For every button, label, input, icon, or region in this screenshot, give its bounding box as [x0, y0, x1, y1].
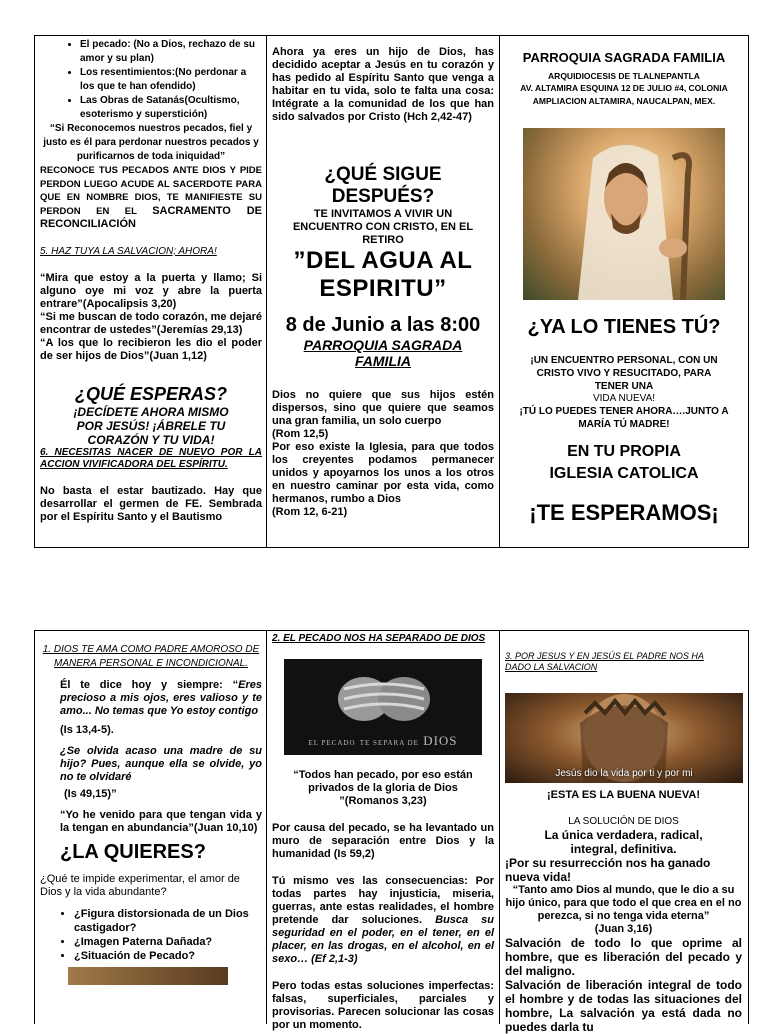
ya-lo-tienes-title: ¿YA LO TIENES TÚ?: [527, 316, 721, 338]
que-esperas-title: ¿QUÉ ESPERAS?: [74, 383, 228, 404]
invitation-text: TE INVITAMOS A VIVIR UN ENCUENTRO CON CRISTO, EN EL RETIRO: [292, 208, 474, 246]
scripture-ref: (Rom 12,5): [272, 428, 329, 440]
que-sigue-title: ¿QUÉ SIGUE DESPUÉS?: [324, 164, 442, 207]
consequences-text-body: Tú mismo ves las consecuencias: Por todas partes hay injusticia, miseria, guerras, ante estas realidades, el hombre pretende dar soluciones.: [272, 875, 494, 926]
parish-address: AV. ALTAMIRA ESQUINA 12 DE JULIO #4, COLONIA AMPLIACION ALTAMIRA, NAUCALPAN, MEX.: [520, 83, 728, 106]
family-text: Dios no quiere que sus hijos estén dispersos, sino que quiere que seamos una gran familia, un solo cuerpo: [272, 389, 494, 427]
own-church-text: EN TU PROPIA IGLESIA CATOLICA: [549, 443, 699, 482]
precious-quote-text: Eres precioso a mis ojos, eres valioso y te amo... No temas que Yo estoy contigo: [60, 679, 262, 717]
top-column-3: [500, 36, 748, 547]
sin-image-caption: [284, 733, 482, 749]
list-item: • El pecado: (No a Dios, rechazo de su amor y su plan): [80, 38, 262, 66]
section-3-heading: 3. POR JESUS Y EN JESÚS EL PADRE NOS HA DADO LA SALVACION: [505, 651, 704, 672]
retreat-name: ”DEL AGUA AL ESPIRITU”: [293, 247, 473, 302]
scripture-quote: “A los que lo recibieron les dio el poder de ser hijos de Dios”(Juan 1,12): [40, 336, 262, 362]
section-6-heading: 6. NECESITAS NACER DE NUEVO POR LA ACCION VIVIFICADORA DEL ESPÍRITU.: [40, 446, 262, 470]
bottom-sheet: [34, 630, 749, 1034]
sin-cause-text: Por causa del pecado, se ha levantado un muro de separación entre Dios y la humanidad (Is 59,2): [272, 822, 494, 860]
section-5-heading: 5. HAZ TUYA LA SALVACION; AHORA!: [40, 245, 217, 257]
list-item: • Las Obras de Satanás(Ocultismo, esoterismo y superstición): [80, 94, 262, 122]
solution-description: La única verdadera, radical, integral, definitiva.: [544, 828, 703, 856]
scripture-quote: “Si me buscan de todo corazón, me dejaré encontrar de ustedes”(Jeremías 29,13): [40, 310, 262, 336]
precious-quote-lead: Él te dice hoy y siempre: “: [60, 679, 239, 691]
with-mary-text: ¡TÚ LO PUEDES TENER AHORA….JUNTO A MARÍA TÚ MADRE!: [519, 406, 729, 430]
top-column-1: [35, 36, 267, 547]
baptism-text: No basta el estar bautizado. Hay que desarrollar el germen de FE. Sembrada por el Espíritu Santo y el Bautismo: [40, 484, 262, 523]
list-item: • Los resentimientos:(No perdonar a los que te han ofendido): [80, 66, 262, 94]
bottom-column-3: [500, 631, 748, 1034]
scripture-ref: (Is 49,15)”: [64, 788, 117, 800]
scripture-ref: (Is 13,4-5).: [60, 724, 114, 736]
bottom-column-1: [35, 631, 267, 1024]
seeking-text: Busca su seguridad en el poder, en el tener, en el placer, en las drogas, en el alcohol, en el sexo… (Ef 2,1-3): [272, 914, 494, 965]
obstacle-list: [40, 907, 262, 963]
good-news-text: ¡ESTA ES LA BUENA NUEVA!: [547, 789, 700, 801]
top-column-2: [267, 36, 500, 547]
abundant-life-quote: “Yo he venido para que tengan vida y la tengan en abundancia”(Juan 10,10): [60, 809, 262, 834]
confession-text-body: RECONOCE TUS PECADOS ANTE DIOS Y PIDE PERDON LUEGO ACUDE AL SACERDOTE PARA QUE EN NOMBRE DIOS, TE MANIFIESTE SU PERDON EN EL: [40, 165, 262, 217]
scripture-ref: (Rom 12, 6-21): [272, 506, 348, 518]
gods-solution-heading: LA SOLUCIÓN DE DIOS: [568, 816, 679, 827]
john-quote: “Tanto amo Dios al mundo, que le dio a su hijo único, para que todo el que crea en el no perezca, si no tenga vida eterna”: [505, 884, 742, 922]
sacrament-name: SACRAMENTO DE RECONCILIACIÓN: [40, 204, 262, 230]
obstacles-list: [40, 38, 262, 122]
sin-image-dios: DIOS: [423, 733, 458, 748]
decide-text: ¡DECÍDETE AHORA MISMO POR JESÚS! ¡ÁBRELE TU CORAZÓN Y TU VIDA!: [73, 404, 229, 447]
we-await-text: ¡TE ESPERAMOS¡: [529, 500, 719, 525]
sin-image: [284, 659, 482, 755]
section-1-heading: [40, 643, 262, 671]
confession-text: [40, 164, 262, 232]
church-text: Por eso existe la Iglesia, para que todos los creyentes podamos permanecer unidos y apoyarnos los unos a los otros en nuestro caminar por esta vida, como hermanos, rumbo a Dios: [272, 441, 494, 505]
list-item: • ¿Imagen Paterna Dañada?: [74, 935, 262, 949]
jesus-crown-image: [505, 693, 743, 783]
jesus-shepherd-illustration: [523, 128, 725, 300]
list-item: • ¿Situación de Pecado?: [74, 949, 262, 963]
jesus-image-caption: Jesús dio la vida por ti y por mi: [555, 768, 693, 779]
jesus-shepherd-image: [523, 128, 725, 300]
encounter-text: ¡UN ENCUENTRO PERSONAL, CON UN CRISTO VIVO Y RESUCITADO, PARA TENER UNA: [530, 355, 718, 392]
parish-title: PARROQUIA SAGRADA FAMILIA: [522, 50, 726, 65]
section-1-heading-text: 1. DIOS TE AMA COMO PADRE AMOROSO DE MANERA PERSONAL E INCONDICIONAL: [42, 644, 260, 669]
la-quieres-title: ¿LA QUIERES?: [60, 841, 206, 863]
resurrection-text: ¡Por su resurrección nos ha ganado nueva vida!: [505, 856, 711, 884]
scripture-quote: “Mira que estoy a la puerta y llamo; Si alguno oye mi voz y abre la puerta entrare”(Apocalipsis 3,20): [40, 271, 262, 310]
imperfect-solutions-text: Pero todas estas soluciones imperfectas: falsas, superficiales, parciales y provisorias. Parecen solucionar las cosas por un momento.: [272, 980, 494, 1031]
top-sheet: [34, 35, 749, 548]
parish-name: PARROQUIA SAGRADA FAMILIA: [303, 337, 463, 369]
sin-image-sub: TE SEPARA DE: [359, 739, 419, 747]
retreat-date: 8 de Junio a las 8:00: [285, 314, 481, 336]
consequences-text: [272, 875, 494, 966]
bottom-column-2: [267, 631, 500, 1031]
diocese-name: ARQUIDIOCESIS DE TLALNEPANTLA: [548, 71, 700, 81]
sin-image-title: EL PECADO: [308, 739, 356, 747]
precious-quote: [60, 679, 262, 718]
salvation-text-1: Salvación de todo lo que oprime al hombre, que es liberación del pecado y del maligno.: [505, 936, 742, 978]
mother-quote: ¿Se olvida acaso una madre de su hijo? Pues, aunque ella se olvide, yo no te olvidaré: [60, 745, 262, 783]
section-2-heading: 2. EL PECADO NOS HA SEPARADO DE DIOS: [272, 633, 486, 644]
love-quotes: [40, 679, 262, 835]
obstacle-question: ¿Qué te impide experimentar, el amor de Dios y la vida abundante?: [40, 873, 240, 898]
scripture-ref: (Juan 3,16): [594, 923, 653, 935]
list-item: • ¿Figura distorsionada de un Dios castigador?: [74, 907, 262, 935]
new-life-text: VIDA NUEVA!: [592, 393, 656, 404]
salvation-text-2: Salvación de liberación integral de todo el hombre y de todas las situaciones del hombre, La salvación ya está dada no puedes darla tu: [505, 978, 742, 1034]
section-1-heading-end: .: [245, 658, 248, 669]
intro-text: Ahora ya eres un hijo de Dios, has decidido aceptar a Jesús en tu corazón y has pedido al Espíritu Santo que venga a habitar en tu vida, solo te falta una cosa: Intégrate a la comunidad de los que han sido salvados por Cristo (Hch 2,42-47): [272, 46, 494, 123]
all-sinned-quote: “Todos han pecado, por eso están privados de la gloria de Dios ”(Romanos 3,23): [293, 769, 473, 807]
bottom-small-image: [68, 967, 228, 985]
confession-quote: “Si Reconocemos nuestros pecados, fiel y justo es él para perdonar nuestros pecados y purificarnos de toda iniquidad”: [43, 123, 259, 162]
